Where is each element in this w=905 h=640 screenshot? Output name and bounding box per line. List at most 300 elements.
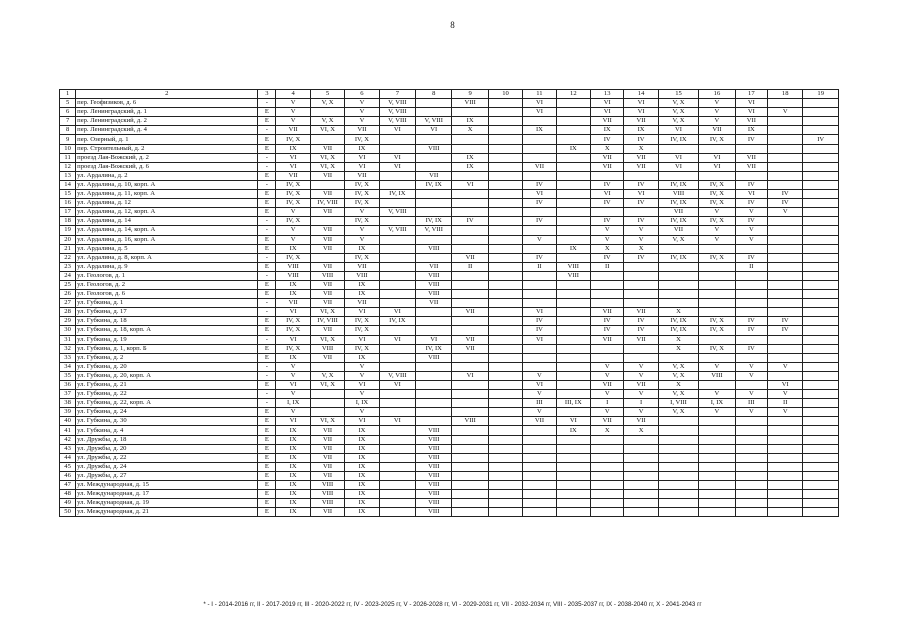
period-cell: V — [624, 390, 658, 399]
period-cell — [310, 399, 344, 408]
period-cell: VII — [310, 190, 344, 199]
period-cell: II — [768, 399, 803, 408]
period-cell — [624, 481, 658, 490]
period-cell — [556, 235, 590, 244]
period-cell — [624, 280, 658, 289]
period-cell — [803, 462, 839, 471]
period-cell — [416, 153, 452, 162]
period-cell — [699, 244, 735, 253]
period-cell: IV, IX — [416, 180, 452, 189]
column-header: 16 — [699, 90, 735, 99]
repair-schedule-table — [59, 89, 839, 517]
type-cell: E — [258, 453, 276, 462]
period-cell: VI — [735, 99, 767, 108]
period-cell — [556, 508, 590, 517]
period-cell — [699, 444, 735, 453]
table-row — [60, 462, 839, 471]
period-cell — [658, 290, 698, 299]
address-cell: ул. Геологов, д. 1 — [76, 271, 258, 280]
period-cell — [699, 308, 735, 317]
period-cell: IX — [345, 353, 379, 362]
period-cell: IV — [624, 180, 658, 189]
period-cell — [416, 371, 452, 380]
period-cell: V, X — [658, 408, 698, 417]
period-cell — [735, 144, 767, 153]
period-cell: X — [591, 244, 624, 253]
row-number: 37 — [60, 390, 76, 399]
table-row — [60, 135, 839, 144]
period-cell — [379, 353, 415, 362]
type-cell: E — [258, 208, 276, 217]
row-number: 39 — [60, 408, 76, 417]
period-cell — [523, 171, 556, 180]
period-cell — [488, 453, 522, 462]
address-cell: ул. Ардалина, д. 14, корп. А — [76, 226, 258, 235]
address-cell: пер. Озерный, д. 1 — [76, 135, 258, 144]
period-cell: VII — [310, 508, 344, 517]
period-cell — [556, 344, 590, 353]
period-cell — [803, 435, 839, 444]
period-cell: IV, X — [276, 180, 310, 189]
period-cell: VII — [452, 253, 488, 262]
table-row — [60, 335, 839, 344]
period-cell — [452, 235, 488, 244]
table-row — [60, 471, 839, 480]
period-cell — [379, 508, 415, 517]
table-row — [60, 317, 839, 326]
period-cell: VI, X — [310, 153, 344, 162]
period-cell: V — [276, 117, 310, 126]
table-row — [60, 362, 839, 371]
period-cell: IX — [556, 244, 590, 253]
period-cell — [452, 208, 488, 217]
period-cell: IV, X — [699, 217, 735, 226]
period-cell — [523, 353, 556, 362]
period-cell: VII — [658, 226, 698, 235]
period-cell — [379, 199, 415, 208]
period-cell: VII — [276, 126, 310, 135]
period-cell — [523, 508, 556, 517]
type-cell: - — [258, 253, 276, 262]
period-cell: IV, VIII — [310, 199, 344, 208]
period-cell — [699, 471, 735, 480]
type-cell: E — [258, 190, 276, 199]
period-cell: VIII — [556, 262, 590, 271]
period-cell: VIII — [416, 353, 452, 362]
period-cell: VI — [591, 99, 624, 108]
period-cell: V — [523, 390, 556, 399]
period-cell: VIII — [416, 471, 452, 480]
period-cell — [803, 490, 839, 499]
row-number: 41 — [60, 426, 76, 435]
period-cell — [488, 317, 522, 326]
period-cell: IV — [624, 199, 658, 208]
period-cell — [488, 471, 522, 480]
period-cell — [523, 471, 556, 480]
period-cell — [624, 435, 658, 444]
period-cell — [624, 453, 658, 462]
period-cell — [310, 253, 344, 262]
period-cell — [658, 471, 698, 480]
period-cell: VI — [523, 308, 556, 317]
type-cell: E — [258, 135, 276, 144]
period-cell: V — [624, 235, 658, 244]
period-cell — [591, 344, 624, 353]
address-cell: проезд Лая-Вожский, д. 6 — [76, 162, 258, 171]
period-cell — [523, 244, 556, 253]
period-cell: VIII — [310, 481, 344, 490]
period-cell: IX — [276, 290, 310, 299]
table-row — [60, 262, 839, 271]
period-cell: VII — [735, 153, 767, 162]
period-cell: VII — [310, 326, 344, 335]
period-cell: VIII — [310, 499, 344, 508]
period-cell — [452, 108, 488, 117]
period-cell — [768, 435, 803, 444]
period-cell — [658, 262, 698, 271]
period-cell — [452, 499, 488, 508]
period-cell — [488, 326, 522, 335]
period-cell: IX — [276, 280, 310, 289]
period-cell — [803, 317, 839, 326]
address-cell: ул. Губкина, д. 4 — [76, 426, 258, 435]
period-cell — [488, 408, 522, 417]
period-cell: VI — [276, 335, 310, 344]
period-cell — [803, 326, 839, 335]
period-cell — [488, 153, 522, 162]
period-cell: IV, IX — [379, 317, 415, 326]
period-cell — [803, 417, 839, 426]
period-cell: V, X — [658, 117, 698, 126]
period-cell — [803, 362, 839, 371]
period-cell: IX — [345, 280, 379, 289]
period-cell — [735, 453, 767, 462]
period-cell — [379, 171, 415, 180]
period-cell: V, X — [658, 390, 698, 399]
row-number: 26 — [60, 290, 76, 299]
period-cell — [768, 244, 803, 253]
row-number: 45 — [60, 462, 76, 471]
period-cell — [735, 280, 767, 289]
period-cell — [488, 99, 522, 108]
period-cell — [416, 208, 452, 217]
period-cell — [735, 353, 767, 362]
period-cell: V — [768, 362, 803, 371]
period-cell: IV — [768, 190, 803, 199]
period-cell: V — [345, 108, 379, 117]
period-cell: VII — [624, 308, 658, 317]
period-cell — [416, 362, 452, 371]
period-cell — [452, 271, 488, 280]
period-cell: V — [735, 371, 767, 380]
address-cell: ул. Дружбы, д. 22 — [76, 453, 258, 462]
period-cell: IX — [624, 126, 658, 135]
period-cell: IV — [735, 199, 767, 208]
table-row — [60, 299, 839, 308]
column-header: 18 — [768, 90, 803, 99]
period-cell: VI — [416, 335, 452, 344]
period-cell: IV — [591, 199, 624, 208]
period-cell — [699, 381, 735, 390]
period-cell — [523, 444, 556, 453]
type-cell: - — [258, 99, 276, 108]
period-cell — [488, 244, 522, 253]
period-cell: VI — [276, 308, 310, 317]
period-cell — [556, 326, 590, 335]
table-row — [60, 280, 839, 289]
period-cell: VII — [591, 153, 624, 162]
row-number: 5 — [60, 99, 76, 108]
period-cell: VII — [276, 171, 310, 180]
period-cell: VI — [658, 162, 698, 171]
period-cell: V — [345, 208, 379, 217]
period-cell: VI — [699, 162, 735, 171]
period-cell: IV, X — [699, 199, 735, 208]
period-cell — [803, 253, 839, 262]
period-cell: VII — [735, 117, 767, 126]
table-row — [60, 444, 839, 453]
period-cell: X — [658, 381, 698, 390]
period-cell — [803, 426, 839, 435]
period-cell — [803, 381, 839, 390]
period-cell: IV — [735, 135, 767, 144]
period-cell — [488, 126, 522, 135]
period-cell: V, VIII — [379, 371, 415, 380]
period-cell — [658, 444, 698, 453]
type-cell: - — [258, 153, 276, 162]
period-cell — [591, 299, 624, 308]
period-cell — [591, 353, 624, 362]
period-cell — [803, 244, 839, 253]
period-cell: IV, X — [699, 344, 735, 353]
period-cell: VI — [276, 153, 310, 162]
period-cell — [556, 299, 590, 308]
period-cell: X — [624, 244, 658, 253]
row-number: 13 — [60, 171, 76, 180]
column-header: 15 — [658, 90, 698, 99]
period-cell — [488, 280, 522, 289]
period-cell: VI, X — [310, 417, 344, 426]
period-cell — [658, 508, 698, 517]
table-row — [60, 217, 839, 226]
period-cell — [803, 108, 839, 117]
period-cell: VI — [523, 108, 556, 117]
period-cell — [379, 244, 415, 253]
period-cell: IX — [345, 244, 379, 253]
row-number: 34 — [60, 362, 76, 371]
period-cell: VII — [591, 117, 624, 126]
period-cell — [624, 462, 658, 471]
period-cell: VII — [310, 262, 344, 271]
period-cell: I — [591, 399, 624, 408]
period-cell — [556, 253, 590, 262]
period-cell — [379, 444, 415, 453]
period-cell — [735, 171, 767, 180]
row-number: 42 — [60, 435, 76, 444]
period-cell — [523, 462, 556, 471]
row-number: 20 — [60, 235, 76, 244]
period-cell: VI — [523, 381, 556, 390]
period-cell — [591, 171, 624, 180]
period-cell: V — [345, 362, 379, 371]
column-header: 9 — [452, 90, 488, 99]
period-cell — [768, 299, 803, 308]
period-cell — [556, 217, 590, 226]
period-cell: VII — [624, 153, 658, 162]
period-cell — [452, 435, 488, 444]
period-cell — [379, 217, 415, 226]
period-cell — [556, 308, 590, 317]
period-cell: V — [276, 390, 310, 399]
period-cell — [768, 144, 803, 153]
period-cell — [379, 180, 415, 189]
period-cell — [556, 226, 590, 235]
period-cell — [803, 280, 839, 289]
period-cell: IX — [276, 144, 310, 153]
period-cell: V, X — [310, 117, 344, 126]
period-cell — [735, 462, 767, 471]
row-number: 8 — [60, 126, 76, 135]
type-cell: E — [258, 280, 276, 289]
table-row — [60, 108, 839, 117]
type-cell: E — [258, 381, 276, 390]
period-cell: V — [591, 235, 624, 244]
period-cell — [556, 162, 590, 171]
period-cell — [488, 508, 522, 517]
period-cell — [556, 199, 590, 208]
period-cell — [768, 426, 803, 435]
period-cell — [591, 290, 624, 299]
period-cell — [416, 308, 452, 317]
period-cell: VIII — [416, 462, 452, 471]
period-cell — [452, 362, 488, 371]
period-cell — [523, 499, 556, 508]
period-cell — [699, 353, 735, 362]
column-header: 12 — [556, 90, 590, 99]
period-cell — [488, 381, 522, 390]
period-cell: X — [624, 144, 658, 153]
period-cell — [768, 235, 803, 244]
period-cell — [803, 99, 839, 108]
period-cell: V, VIII — [416, 117, 452, 126]
period-cell: VIII — [416, 453, 452, 462]
period-cell: V, VIII — [379, 99, 415, 108]
period-cell: IX — [276, 444, 310, 453]
period-cell — [379, 481, 415, 490]
period-cell — [379, 299, 415, 308]
address-cell: ул. Губкина, д. 22, корп. А — [76, 399, 258, 408]
period-cell: IX — [276, 435, 310, 444]
period-cell — [735, 417, 767, 426]
period-cell — [452, 381, 488, 390]
period-cell — [768, 280, 803, 289]
period-cell: IV — [452, 217, 488, 226]
period-cell — [658, 453, 698, 462]
period-cell: V — [735, 408, 767, 417]
period-cell — [488, 235, 522, 244]
period-cell — [488, 108, 522, 117]
period-cell: VIII — [658, 190, 698, 199]
period-cell — [379, 235, 415, 244]
period-cell: VI — [345, 162, 379, 171]
address-cell: ул. Губкина, д. 17 — [76, 308, 258, 317]
period-cell: IV, X — [345, 326, 379, 335]
table-row — [60, 344, 839, 353]
row-number: 29 — [60, 317, 76, 326]
period-cell: VII — [699, 126, 735, 135]
period-cell — [379, 262, 415, 271]
period-cell: VIII — [699, 371, 735, 380]
period-cell: IV, X — [699, 317, 735, 326]
period-cell — [803, 171, 839, 180]
period-cell — [735, 299, 767, 308]
period-cell — [803, 408, 839, 417]
address-cell: ул. Ардалина, д. 16, корп. А — [76, 235, 258, 244]
period-cell: VII — [310, 471, 344, 480]
period-cell: VI — [735, 190, 767, 199]
period-cell — [452, 326, 488, 335]
period-cell: IV — [624, 326, 658, 335]
period-cell — [523, 426, 556, 435]
period-cell: IV — [768, 326, 803, 335]
period-cell: VIII — [310, 490, 344, 499]
period-cell: IV — [624, 253, 658, 262]
row-number: 23 — [60, 262, 76, 271]
page-number: 8 — [450, 20, 455, 30]
period-cell — [379, 435, 415, 444]
period-cell — [658, 144, 698, 153]
period-cell — [556, 362, 590, 371]
period-cell — [488, 299, 522, 308]
period-cell: IX — [345, 444, 379, 453]
period-cell — [768, 353, 803, 362]
period-cell: V — [735, 208, 767, 217]
period-cell — [452, 426, 488, 435]
row-number: 50 — [60, 508, 76, 517]
period-cell: IX — [345, 462, 379, 471]
period-cell: VI — [624, 108, 658, 117]
period-cell — [624, 171, 658, 180]
period-cell — [591, 508, 624, 517]
table-row — [60, 426, 839, 435]
period-cell: V, X — [658, 362, 698, 371]
period-cell: V — [699, 408, 735, 417]
period-cell — [768, 262, 803, 271]
address-cell: пер. Ленинградский, д. 4 — [76, 126, 258, 135]
period-cell — [803, 126, 839, 135]
period-cell: IV, X — [345, 180, 379, 189]
period-cell: VI — [591, 190, 624, 199]
period-cell: VII — [276, 299, 310, 308]
period-cell — [768, 453, 803, 462]
period-cell — [379, 471, 415, 480]
period-cell — [624, 508, 658, 517]
period-cell: X — [591, 144, 624, 153]
period-cell — [624, 471, 658, 480]
period-cell: IV, IX — [658, 180, 698, 189]
period-cell — [768, 217, 803, 226]
period-cell: V, VIII — [379, 226, 415, 235]
period-cell: V — [735, 390, 767, 399]
period-cell: VII — [310, 171, 344, 180]
column-header: 7 — [379, 90, 415, 99]
period-cell — [452, 135, 488, 144]
period-cell: VII — [345, 262, 379, 271]
period-cell: IV — [735, 217, 767, 226]
period-cell: V — [276, 108, 310, 117]
period-cell: VI — [276, 381, 310, 390]
period-cell: IV, X — [345, 135, 379, 144]
